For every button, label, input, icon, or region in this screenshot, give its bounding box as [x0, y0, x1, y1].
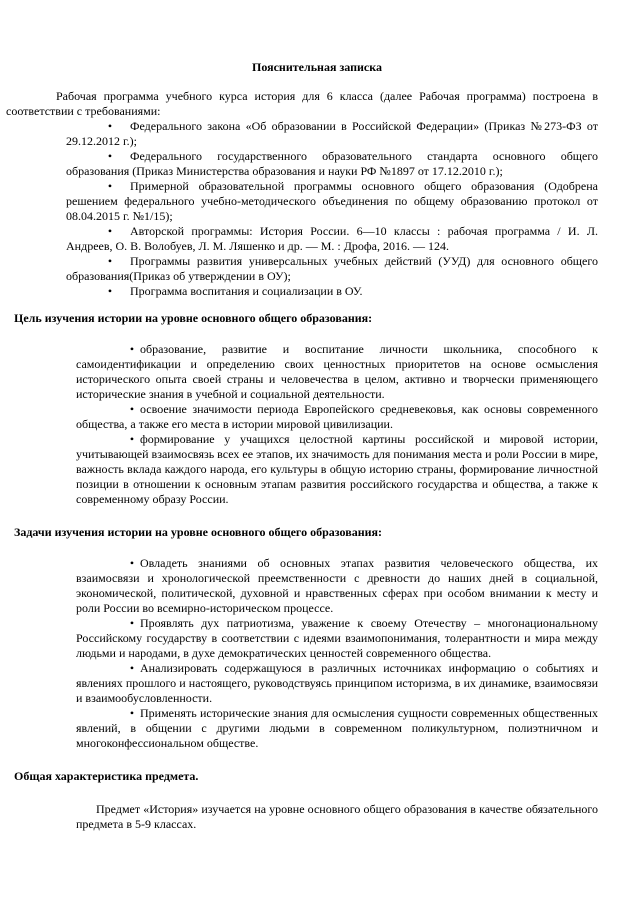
tasks-list [6, 556, 598, 751]
bullet-icon: • [107, 254, 113, 268]
list-item: • Анализировать содержащуюся в различных источниках информацию о событиях и явлениях прошлого и настоящего, руководствуясь принципом историзма, в их динамике, взаимосвязи и взаимообусловленности. [76, 661, 598, 705]
list-item: • Федерального государственного образовательного стандарта основного общего образования (Приказ Министерства образования и науки РФ №1897 от 17.12.2010 г.); [66, 149, 598, 178]
bullet-icon: • [129, 616, 135, 630]
list-item: • Овладеть знаниями об основных этапах развития человеческого общества, их взаимосвязи и хронологической преемственности с древности до наших дней в социальной, экономической, политической, духовной и нравственных сферах при особом внимании к месту и роли России во всемирно-историческом процессе. [76, 556, 598, 615]
general-paragraph: Предмет «История» изучается на уровне основного общего образования в качестве обязательного предмета в 5-9 классах. [76, 802, 598, 831]
intro-paragraph: Рабочая программа учебного курса история для 6 класса (далее Рабочая программа) построена в соответствии с требованиями: [6, 89, 598, 118]
general-heading: Общая характеристика предмета. [14, 769, 199, 783]
list-item: • Примерной образовательной программы основного общего образования (Одобрена решением федерального учебно-методического объединения по общему образованию протокол от 08.04.2015 г. №1/15); [66, 179, 598, 223]
list-item: • Программа воспитания и социализации в ОУ. [66, 284, 598, 299]
bullet-icon: • [129, 556, 135, 570]
list-item: • формирование у учащихся целостной картины российской и мировой истории, учитывающей взаимосвязь всех ее этапов, их значимость для понимания места и роли России в мире, важность вклада каждого народа, его культуры в общую историю страны, формирование личностной позиции в отношении к основным этапам развития российского государства и общества, а также к современному образу России. [76, 432, 598, 506]
goals-list [6, 342, 598, 507]
list-item: • Проявлять дух патриотизма, уважение к своему Отечеству – многонациональному Российскому государству в соответствии с идеями взаимопонимания, толерантности и мира между людьми и народами, в духе демократических ценностей современного общества. [76, 616, 598, 660]
list-item: • освоение значимости периода Европейского средневековья, как основы современного общества, а также его места в истории мировой цивилизации. [76, 402, 598, 431]
page-title: Пояснительная записка [251, 60, 382, 74]
bullet-icon: • [129, 432, 135, 446]
bullet-icon: • [129, 706, 135, 720]
list-item: • Авторской программы: История России. 6—10 классы : рабочая программа / И. Л. Андреев, О. В. Волобуев, Л. М. Ляшенко и др. — М. : Дрофа, 2016. — 124. [66, 224, 598, 253]
list-item: • Применять исторические знания для осмысления сущности современных общественных явлений, в общении с другими людьми в современном поликультурном, полиэтничном и многоконфессиональном обществе. [76, 706, 598, 750]
bullet-icon: • [107, 224, 113, 238]
goals-heading: Цель изучения истории на уровне основного общего образования: [14, 311, 373, 325]
bullet-icon: • [107, 179, 113, 193]
list-item: • Федерального закона «Об образовании в Российской Федерации» (Приказ №273-ФЗ от 29.12.2012 г.); [66, 119, 598, 148]
list-item: • Программы развития универсальных учебных действий (УУД) для основного общего образования(Приказ об утверждении в ОУ); [66, 254, 598, 283]
bullet-icon: • [129, 402, 135, 416]
bullet-icon: • [107, 119, 113, 133]
bullet-icon: • [129, 661, 135, 675]
bullet-icon: • [107, 284, 113, 298]
bullet-icon: • [129, 342, 135, 356]
list-item: • образование, развитие и воспитание личности школьника, способного к самоидентификации и определению своих ценностных приоритетов на основе осмысления исторического опыта своей страны и человечества в целом, активно и творчески применяющего исторические знания в учебной и социальной деятельности. [76, 342, 598, 401]
tasks-heading: Задачи изучения истории на уровне основного общего образования: [14, 525, 383, 539]
bullet-icon: • [107, 149, 113, 163]
requirements-list [6, 119, 598, 299]
